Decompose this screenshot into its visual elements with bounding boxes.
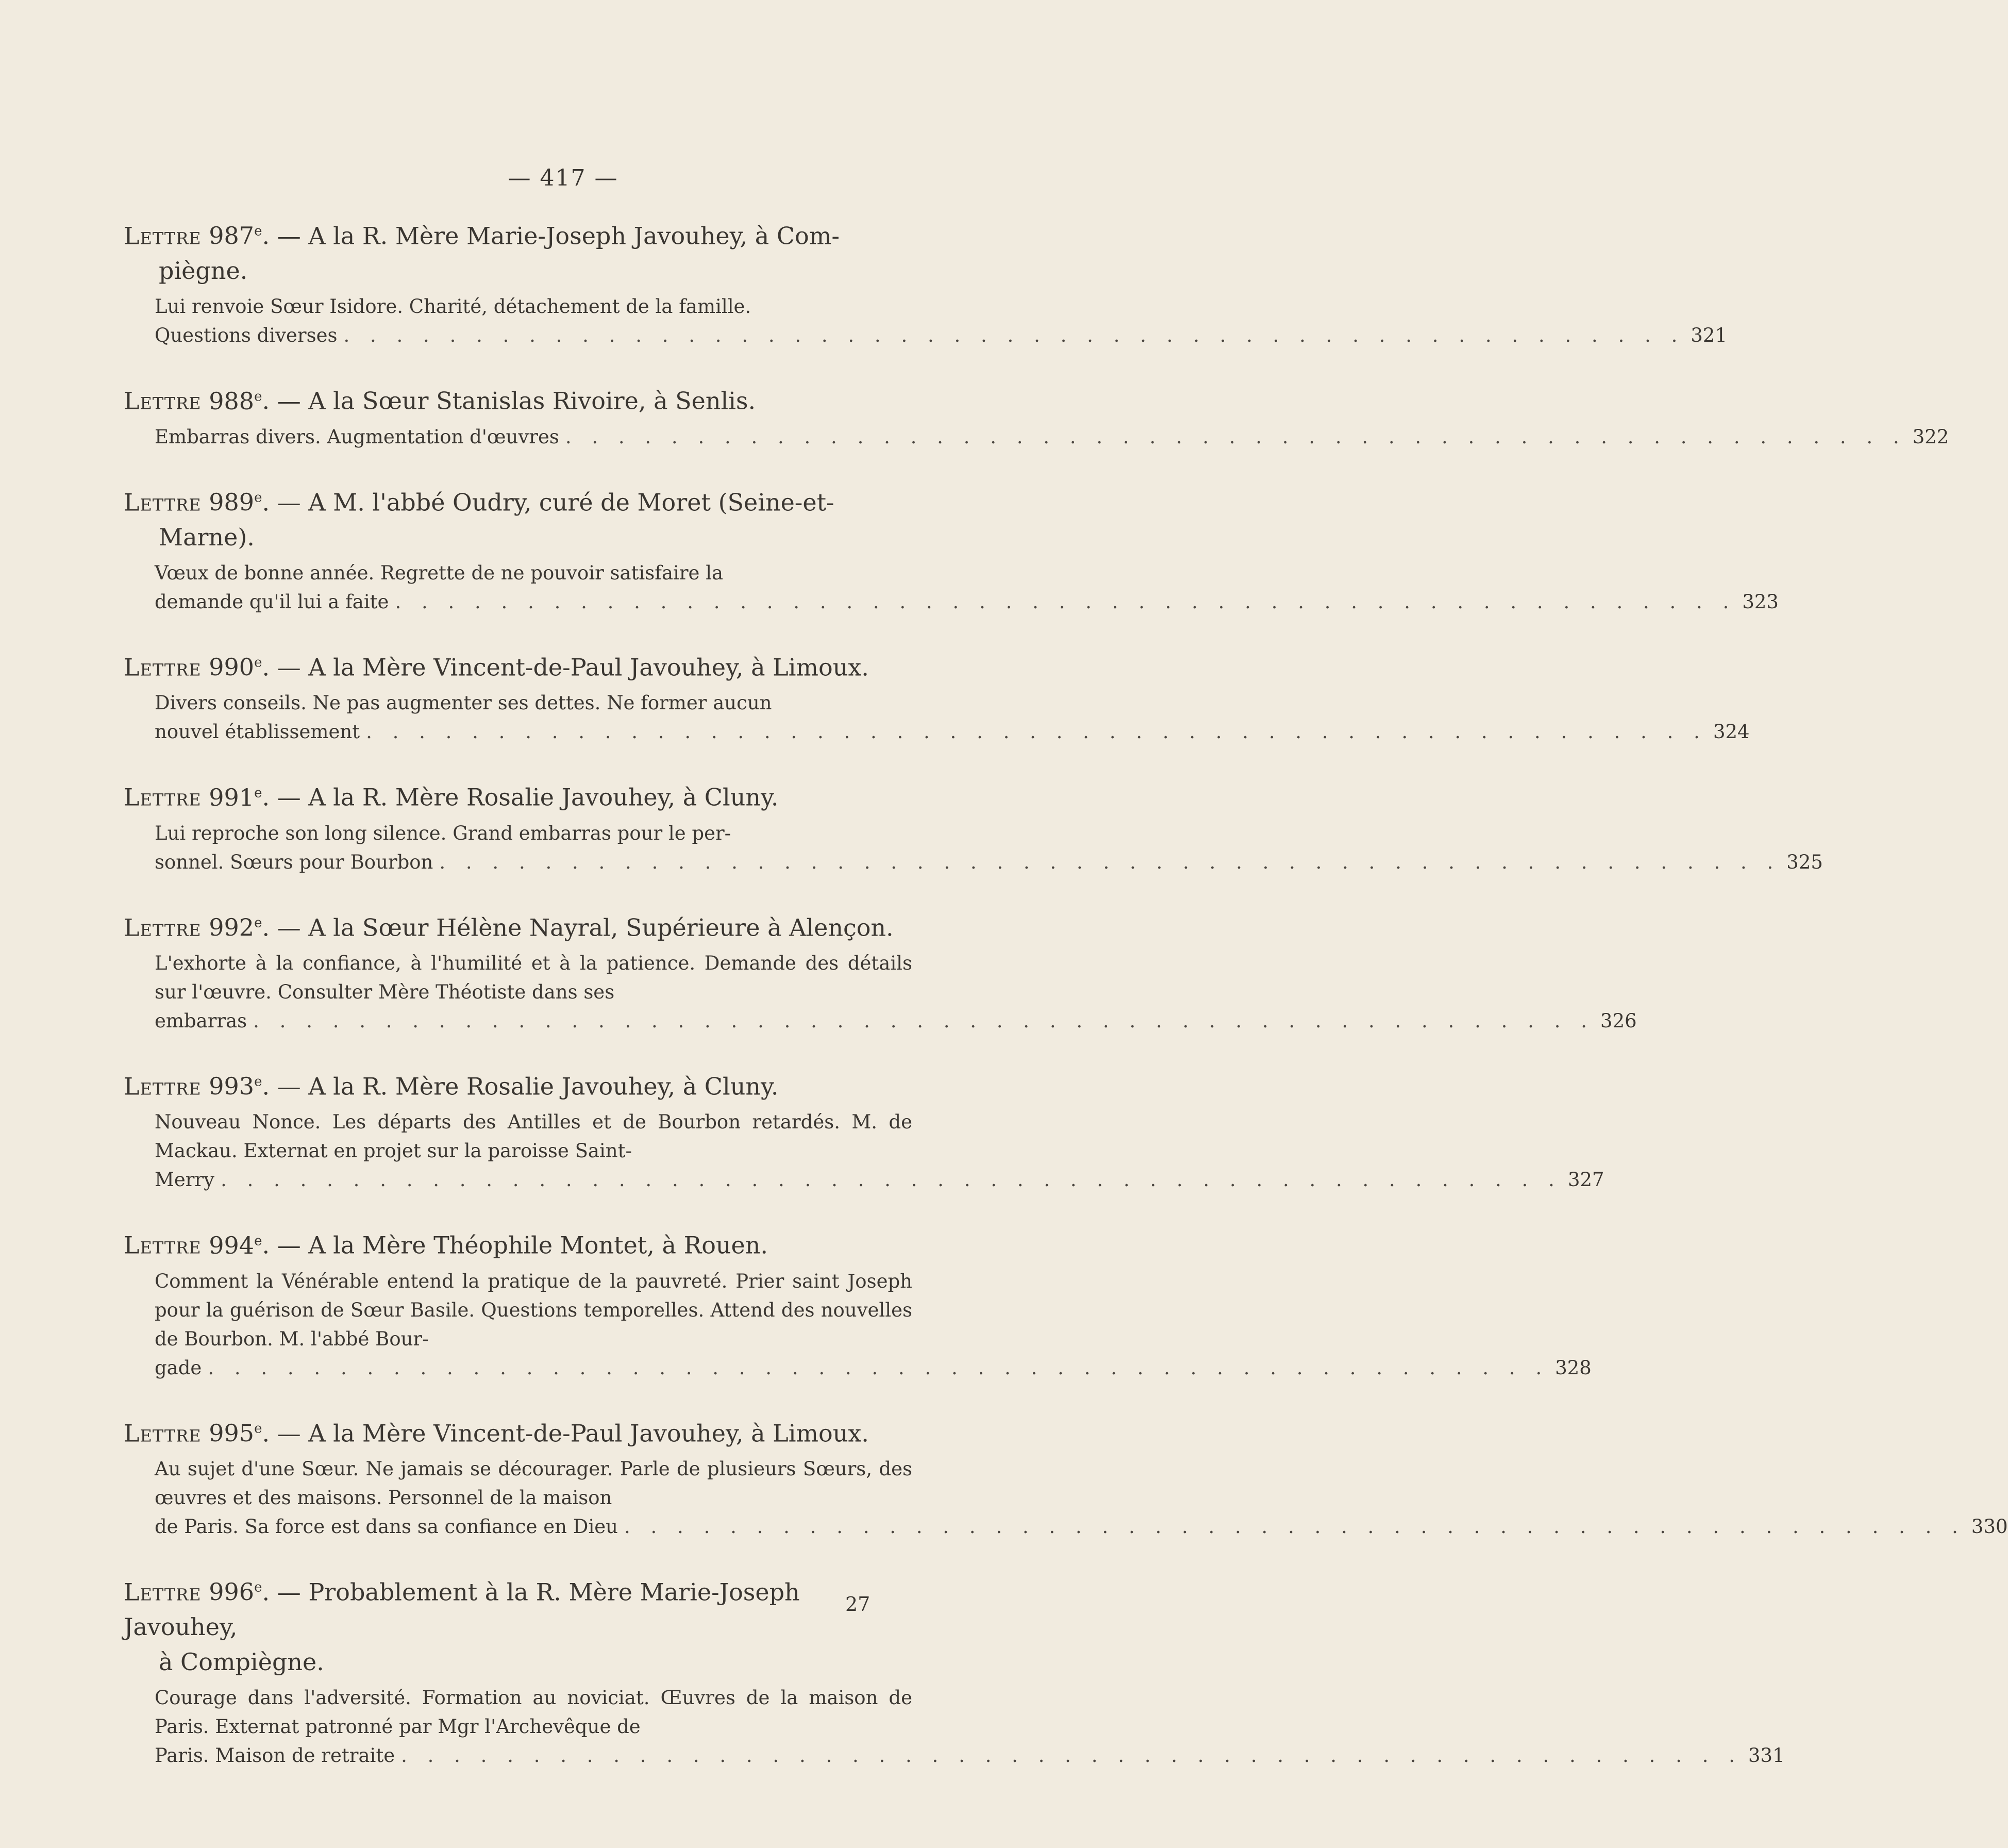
entry-summary <box>124 1267 1592 1383</box>
leader-dots: . . . . . . . . . . . . . . . . . . . . . . . . . . . . . . . . . . . . . . . . . . . . . . . . . . . <box>401 1744 1742 1767</box>
entry-summary <box>124 819 1823 877</box>
entry-heading <box>124 1411 912 1451</box>
page-ref: 326 <box>1600 1009 1637 1032</box>
entry-heading <box>124 1064 912 1104</box>
summary-last-line <box>155 321 1727 350</box>
summary-last-text: Embarras divers. Augmentation d'œuvres <box>155 425 559 448</box>
toc-entry <box>124 645 1750 746</box>
summary-text: Divers conseils. Ne pas augmenter ses dettes. Ne former aucun <box>155 692 772 714</box>
entry-summary <box>124 1684 1785 1770</box>
toc-entry <box>124 1064 1604 1194</box>
entry-summary <box>124 423 1949 452</box>
lettre-label: Lettre <box>124 222 202 250</box>
summary-text: Au sujet d'une Sœur. Ne jamais se décourager. Parle de plusieurs Sœurs, des œuvres et des maisons. Personnel de la maison <box>155 1457 912 1509</box>
summary-last-line <box>155 1741 1785 1770</box>
summary-last-line <box>155 423 1949 452</box>
leader-dots: . . . . . . . . . . . . . . . . . . . . . . . . . . . . . . . . . . . . . . . . . . . . . . . . . . . <box>253 1009 1595 1032</box>
page-ref: 331 <box>1748 1744 1785 1767</box>
lettre-label: Lettre <box>124 387 202 415</box>
lettre-label: Lettre <box>124 913 202 941</box>
addressee: . — A la Mère Théophile Montet, à Rouen. <box>262 1231 768 1259</box>
addressee-continued: à Compiègne. <box>159 1648 324 1676</box>
summary-text: Lui renvoie Sœur Isidore. Charité, détachement de la famille. <box>155 295 751 318</box>
entry-summary <box>124 689 1750 746</box>
addressee: . — A la Mère Vincent-de-Paul Javouhey, à Limoux. <box>262 1419 869 1447</box>
summary-last-text: demande qu'il lui a faite <box>155 590 389 613</box>
entry-summary <box>124 559 1779 617</box>
toc-entry <box>124 480 1779 617</box>
leader-dots: . . . . . . . . . . . . . . . . . . . . . . . . . . . . . . . . . . . . . . . . . . . . . . . . . . . <box>439 851 1781 873</box>
letter-number: 994e <box>209 1231 262 1259</box>
summary-last-text: gade <box>155 1356 202 1379</box>
summary-text: Vœux de bonne année. Regrette de ne pouvoir satisfaire la <box>155 561 724 584</box>
toc-entry <box>124 1570 1785 1770</box>
addressee: . — A la Sœur Stanislas Rivoire, à Senlis. <box>262 387 756 415</box>
page-ref: 322 <box>1912 425 1949 448</box>
addressee: . — A la Sœur Hélène Nayral, Supérieure à Alençon. <box>262 913 894 941</box>
entry-heading <box>124 379 912 418</box>
summary-text: L'exhorte à la confiance, à l'humilité et à la patience. Demande des détails sur l'œuvre. Consulter Mère Théotiste dans ses <box>155 952 912 1003</box>
page-number: — 417 — <box>508 165 618 191</box>
leader-dots: . . . . . . . . . . . . . . . . . . . . . . . . . . . . . . . . . . . . . . . . . . . . . . . . . . . <box>221 1169 1562 1191</box>
entry-summary <box>124 1108 1604 1194</box>
leader-dots: . . . . . . . . . . . . . . . . . . . . . . . . . . . . . . . . . . . . . . . . . . . . . . . . . . . <box>565 425 1906 448</box>
page-ref: 321 <box>1691 324 1727 347</box>
addressee: . — A la R. Mère Marie-Joseph Javouhey, à Com- <box>262 222 840 250</box>
summary-last-line <box>155 1512 2008 1541</box>
addressee: . — A la Mère Vincent-de-Paul Javouhey, à Limoux. <box>262 653 869 681</box>
entry-summary <box>124 292 1727 350</box>
summary-last-text: Merry <box>155 1169 215 1191</box>
lettre-label: Lettre <box>124 653 202 681</box>
page-ref: 330 <box>1971 1515 2008 1538</box>
summary-last-text: nouvel établissement <box>155 721 360 743</box>
summary-last-line <box>155 1354 1592 1383</box>
leader-dots: . . . . . . . . . . . . . . . . . . . . . . . . . . . . . . . . . . . . . . . . . . . . . . . . . . . <box>624 1515 1965 1538</box>
lettre-label: Lettre <box>124 488 202 516</box>
entry-heading <box>124 1223 912 1262</box>
letter-number: 989e <box>209 488 262 516</box>
entry-heading <box>124 645 912 685</box>
signature-mark: 27 <box>845 1593 871 1616</box>
leader-dots: . . . . . . . . . . . . . . . . . . . . . . . . . . . . . . . . . . . . . . . . . . . . . . . . . . . <box>208 1356 1549 1379</box>
summary-last-line <box>155 718 1750 746</box>
leader-dots: . . . . . . . . . . . . . . . . . . . . . . . . . . . . . . . . . . . . . . . . . . . . . . . . . . . <box>343 324 1685 347</box>
lettre-label: Lettre <box>124 1578 202 1606</box>
entry-summary <box>124 949 1637 1036</box>
letter-number: 987e <box>209 222 262 250</box>
summary-last-line <box>155 1007 1637 1036</box>
letter-number: 990e <box>209 653 262 681</box>
entry-heading <box>124 214 912 288</box>
summary-last-text: embarras <box>155 1009 247 1032</box>
page-ref: 323 <box>1742 590 1779 613</box>
summary-text: Nouveau Nonce. Les départs des Antilles et de Bourbon retardés. M. de Mackau. Externat en projet sur la paroisse Saint- <box>155 1111 912 1162</box>
lettre-label: Lettre <box>124 1231 202 1259</box>
toc-entry <box>124 214 1727 350</box>
toc-entry <box>124 1411 2008 1541</box>
toc-entry <box>124 775 1823 876</box>
letter-number: 993e <box>209 1072 262 1101</box>
summary-last-text: de Paris. Sa force est dans sa confiance en Dieu <box>155 1515 618 1538</box>
entry-summary <box>124 1455 2008 1541</box>
letter-number: 991e <box>209 783 262 811</box>
toc-entry <box>124 1223 1592 1382</box>
summary-text: Courage dans l'adversité. Formation au noviciat. Œuvres de la maison de Paris. Externat patronné par Mgr l'Archevêque de <box>155 1687 912 1738</box>
leader-dots: . . . . . . . . . . . . . . . . . . . . . . . . . . . . . . . . . . . . . . . . . . . . . . . . . . . <box>366 721 1707 743</box>
letter-number: 996e <box>209 1578 262 1606</box>
summary-last-line <box>155 588 1779 617</box>
letter-number: 988e <box>209 387 262 415</box>
summary-text: Lui reproche son long silence. Grand embarras pour le per- <box>155 822 731 844</box>
leader-dots: . . . . . . . . . . . . . . . . . . . . . . . . . . . . . . . . . . . . . . . . . . . . . . . . . . . <box>395 590 1736 613</box>
addressee: . — A M. l'abbé Oudry, curé de Moret (Seine-et- <box>262 488 834 516</box>
page-ref: 327 <box>1567 1169 1604 1191</box>
summary-last-line <box>155 1166 1604 1194</box>
addressee: . — A la R. Mère Rosalie Javouhey, à Cluny. <box>262 783 779 811</box>
entry-heading <box>124 1570 912 1679</box>
summary-last-text: Questions diverses <box>155 324 338 347</box>
summary-last-text: Paris. Maison de retraite <box>155 1744 395 1767</box>
entry-heading <box>124 906 912 945</box>
letter-number: 992e <box>209 913 262 941</box>
summary-last-line <box>155 848 1823 877</box>
page-ref: 328 <box>1555 1356 1592 1379</box>
addressee-continued: piègne. <box>159 257 248 285</box>
toc-entry <box>124 906 1637 1036</box>
entry-heading <box>124 480 912 555</box>
addressee: . — Probablement à la R. Mère Marie-Joseph Javouhey, <box>124 1578 800 1641</box>
page-ref: 325 <box>1786 851 1823 873</box>
summary-text: Comment la Vénérable entend la pratique de la pauvreté. Prier saint Joseph pour la guérison de Sœur Basile. Questions temporelles. Attend des nouvelles de Bourbon. M. l'abbé Bour- <box>155 1270 912 1350</box>
page-ref: 324 <box>1713 721 1750 743</box>
summary-last-text: sonnel. Sœurs pour Bourbon <box>155 851 433 873</box>
addressee: . — A la R. Mère Rosalie Javouhey, à Cluny. <box>262 1072 779 1101</box>
table-of-contents <box>124 214 2008 1799</box>
lettre-label: Lettre <box>124 1072 202 1101</box>
lettre-label: Lettre <box>124 1419 202 1447</box>
toc-entry <box>124 379 1949 451</box>
entry-heading <box>124 775 912 814</box>
letter-number: 995e <box>209 1419 262 1447</box>
lettre-label: Lettre <box>124 783 202 811</box>
addressee-continued: Marne). <box>159 523 255 551</box>
